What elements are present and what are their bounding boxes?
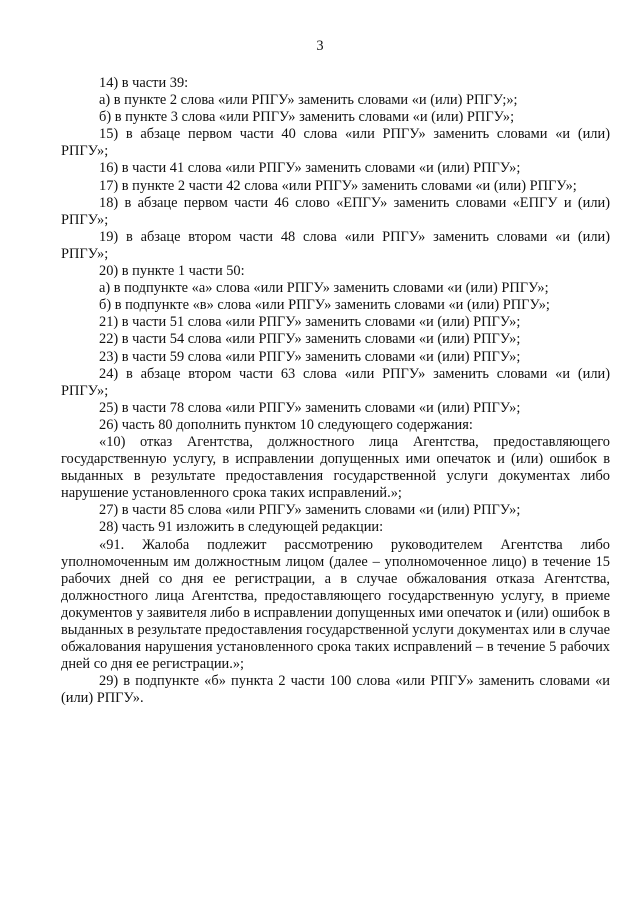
- paragraph-item-25: 25) в части 78 слова «или РПГУ» заменить словами «и (или) РПГУ»;: [99, 399, 521, 416]
- paragraph-item-21: 21) в части 51 слова «или РПГУ» заменить словами «и (или) РПГУ»;: [99, 314, 521, 331]
- paragraph-item-28: 28) часть 91 изложить в следующей редакции:: [99, 519, 384, 536]
- quoted-paragraph-10: «10) отказ Агентства, должностного лица Агентства, предоставляющего государственную услугу, в исправлении допущенных ими опечаток и (или) ошибок в выданных в результате предоставления государственной услуги документах либо нарушение установленного срока таких исправлений.»;: [61, 433, 610, 502]
- paragraph-item-27: 27) в части 85 слова «или РПГУ» заменить словами «и (или) РПГУ»;: [99, 502, 521, 519]
- paragraph-item-16: 16) в части 41 слова «или РПГУ» заменить словами «и (или) РПГУ»;: [99, 160, 521, 177]
- paragraph-item-14a: а) в пункте 2 слова «или РПГУ» заменить словами «и (или) РПГУ;»;: [99, 92, 518, 109]
- paragraph-item-22: 22) в части 54 слова «или РПГУ» заменить словами «и (или) РПГУ»;: [99, 331, 521, 348]
- paragraph-item-14b: б) в пункте 3 слова «или РПГУ» заменить словами «и (или) РПГУ»;: [99, 109, 515, 126]
- page-number: 3: [316, 38, 324, 54]
- quoted-paragraph-91: «91. Жалоба подлежит рассмотрению руководителем Агентства либо уполномоченным им должностным лицом (далее – уполномоченное лицо) в течение 15 рабочих дней со дня ее регистрации, а в случае обжалования отказа Агентства, должностного лица Агентства, предоставляющего государственную услугу, в приеме документов у заявителя либо в исправлении допущенных ими опечаток и (или) ошибок в выданных в результате предоставления государственной услуги документах или в случае обжалования нарушения установленного срока таких исправлений – в течение 5 рабочих дней со дня ее регистрации.»;: [61, 536, 610, 673]
- paragraph-item-14: 14) в части 39:: [99, 75, 189, 91]
- paragraph-item-19: 19) в абзаце втором части 48 слова «или РПГУ» заменить словами «и (или) РПГУ»;: [61, 228, 610, 262]
- paragraph-item-24: 24) в абзаце втором части 63 слова «или РПГУ» заменить словами «и (или) РПГУ»;: [61, 365, 610, 399]
- document-body: [61, 75, 610, 707]
- paragraph-item-26: 26) часть 80 дополнить пунктом 10 следующего содержания:: [99, 416, 473, 433]
- paragraph-item-20: 20) в пункте 1 части 50:: [99, 263, 245, 280]
- paragraph-item-29: 29) в подпункте «б» пункта 2 части 100 слова «или РПГУ» заменить словами «и (или) РПГУ».: [61, 673, 610, 707]
- paragraph-item-23: 23) в части 59 слова «или РПГУ» заменить словами «и (или) РПГУ»;: [99, 348, 521, 365]
- paragraph-item-18: 18) в абзаце первом части 46 слово «ЕПГУ» заменить словами «ЕПГУ и (или) РПГУ»;: [61, 194, 610, 228]
- paragraph-item-15: 15) в абзаце первом части 40 слова «или РПГУ» заменить словами «и (или) РПГУ»;: [61, 126, 610, 160]
- paragraph-item-17: 17) в пункте 2 части 42 слова «или РПГУ» заменить словами «и (или) РПГУ»;: [99, 177, 577, 194]
- paragraph-item-20a: а) в подпункте «а» слова «или РПГУ» заменить словами «и (или) РПГУ»;: [99, 280, 549, 297]
- paragraph-item-20b: б) в подпункте «в» слова «или РПГУ» заменить словами «и (или) РПГУ»;: [99, 297, 550, 314]
